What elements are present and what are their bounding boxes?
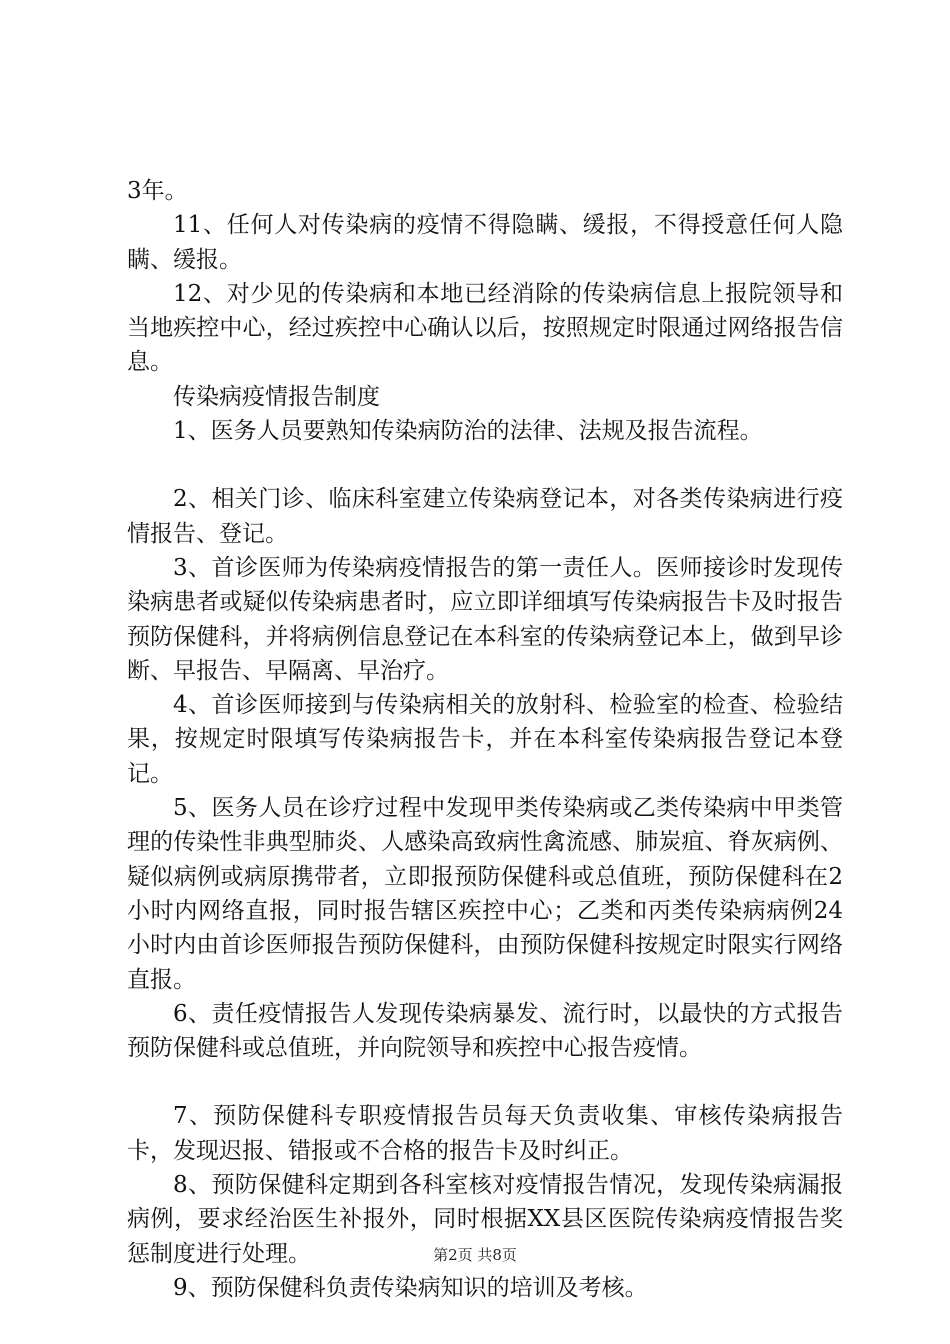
page-number-footer: 第2页 共8页 [433,1246,517,1264]
paragraph-item-5: 5、医务人员在诊疗过程中发现甲类传染病或乙类传染病中甲类管理的传染性非典型肺炎、人感染高致病性禽流感、肺炭疽、脊灰病例、疑似病例或病原携带者，立即报预防保健科或总值班，预防保健科在2小时内网络直报，同时报告辖区疾控中心；乙类和丙类传染病病例24小时内由首诊医师报告预防保健科，由预防保健科按规定时限实行网络直报。 [127,795,843,993]
document-body [127,174,843,1305]
paragraph-item-12: 12、对少见的传染病和本地已经消除的传染病信息上报院领导和当地疾控中心，经过疾控中心确认以后，按照规定时限通过网络报告信息。 [127,280,843,376]
paragraph-item-3: 3、首诊医师为传染病疫情报告的第一责任人。医师接诊时发现传染病患者或疑似传染病患者时，应立即详细填写传染病报告卡及时报告预防保健科，并将病例信息登记在本科室的传染病登记本上，做到早诊断、早报告、早隔离、早治疗。 [127,554,843,684]
paragraph-item-9: 9、预防保健科负责传染病知识的培训及考核。 [173,1274,648,1301]
paragraph-item-2: 2、相关门诊、临床科室建立传染病登记本，对各类传染病进行疫情报告、登记。 [127,486,843,547]
paragraph-item-6: 6、责任疫情报告人发现传染病暴发、流行时，以最快的方式报告预防保健科或总值班，并向院领导和疾控中心报告疫情。 [127,1000,843,1062]
paragraph-item-4: 4、首诊医师接到与传染病相关的放射科、检验室的检查、检验结果，按规定时限填写传染病报告卡，并在本科室传染病报告登记本登记。 [127,692,843,787]
section-heading: 传染病疫情报告制度 [173,383,380,410]
paragraph-continuation: 3年。 [127,178,188,204]
blank-line [127,448,843,482]
paragraph-item-11: 11、任何人对传染病的疫情不得隐瞒、缓报，不得授意任何人隐瞒、缓报。 [127,212,843,273]
paragraph-item-7: 7、预防保健科专职疫情报告员每天负责收集、审核传染病报告卡，发现迟报、错报或不合格的报告卡及时纠正。 [127,1103,843,1164]
paragraph-item-1: 1、医务人员要熟知传染病防治的法律、法规及报告流程。 [173,418,763,445]
paragraph-item-8: 8、预防保健科定期到各科室核对疫情报告情况，发现传染病漏报病例，要求经治医生补报外，同时根据XX县区医院传染病疫情报告奖惩制度进行处理。 [127,1172,843,1267]
blank-line [127,1065,843,1099]
